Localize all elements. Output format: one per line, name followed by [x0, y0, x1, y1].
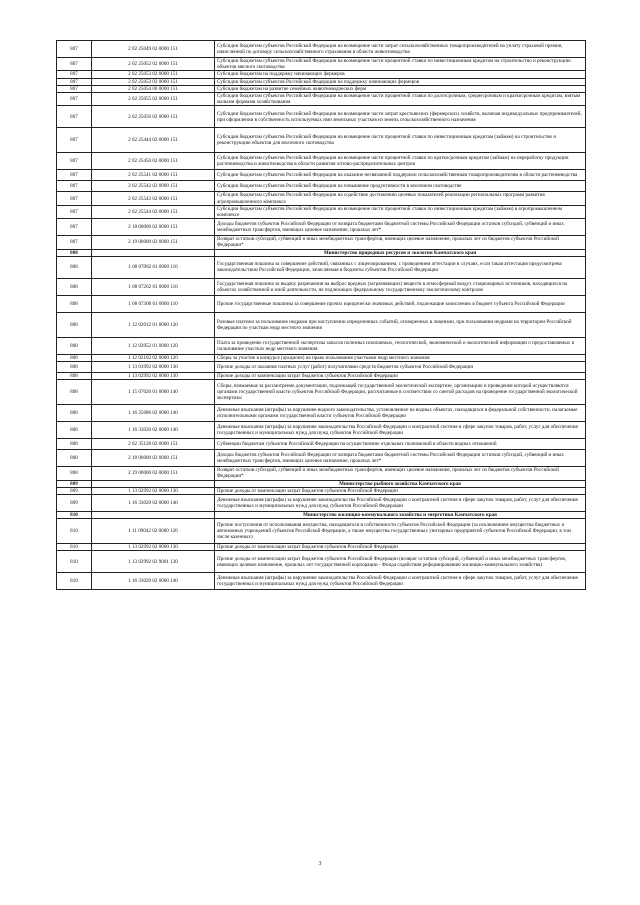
revenue-code-cell: 2 18 00000 02 0000 151: [92, 219, 215, 236]
description-cell: Министерство жилищно-коммунального хозяйства и энергетики Камчатского края: [215, 512, 586, 519]
admin-code-cell: 807: [57, 71, 92, 78]
admin-code-cell: 808: [57, 354, 92, 361]
table-row: [57, 519, 586, 544]
description-cell: Субсидии бюджетам на поддержку начинающих фермеров: [215, 71, 586, 78]
admin-code-cell: 808: [57, 467, 92, 480]
admin-code-cell: 808: [57, 450, 92, 467]
description-cell: Доходы бюджетов субъектов Российской Федерации от возврата бюджетами бюджетной системы Российской Федерации остатков субсидий, субвенций и иных межбюджетных трансфертов, имеющих целевое назначение, прошлых лет*: [215, 450, 586, 467]
description-cell: Прочие государственные пошлины за совершение прочих юридически значимых действий, подлежащие зачислению в бюджет субъекта Российской Федерации: [215, 295, 586, 312]
admin-code-cell: 807: [57, 106, 92, 128]
description-cell: Сборы за участие в конкурсе (аукционе) на право пользования участками недр местного значения: [215, 354, 586, 361]
description-cell: Прочие поступления от использования имущества, находящегося в собственности субъектов Российской Федерации (за исключением имущества бюджетных и автономных учреждений субъектов Российской Федерации, а также имущества государственных унитарных предприятий субъектов Российской Федерации, в том числе казенных): [215, 519, 586, 544]
table-row: [57, 373, 586, 380]
description-cell: Субвенции бюджетам субъектов Российской Федерации на осуществление отдельных полномочий в области водных отношений: [215, 439, 586, 450]
description-cell: Государственная пошлина за выдачу разрешения на выброс вредных (загрязняющих) веществ в атмосферный воздух стационарных источников, находящихся на объектах хозяйственной и иной деятельности, не подлежащих федеральному государственному экологическому контролю: [215, 278, 586, 295]
table-row: [57, 278, 586, 295]
revenue-code-cell: 1 15 07020 01 0000 140: [92, 380, 215, 405]
revenue-code-cell: 2 19 00000 02 0000 151: [92, 467, 215, 480]
admin-code-cell: 810: [57, 519, 92, 544]
revenue-code-cell: 2 02 25542 02 0000 151: [92, 181, 215, 192]
description-cell: Субсидии бюджетам субъектов Российской Федерации на оказание несвязанной поддержки сельскохозяйственным товаропроизводителям в области растениеводства: [215, 170, 586, 181]
description-cell: Субсидии бюджетам субъектов Российской Федерации на возмещение части процентной ставки по инвестиционным кредитам (займам) в агропромышленном комплексе: [215, 205, 586, 218]
table-row: [57, 487, 586, 494]
section-header-row: [57, 480, 586, 487]
table-row: [57, 354, 586, 361]
admin-code-cell: 809: [57, 487, 92, 494]
table-row: [57, 380, 586, 405]
description-cell: Сборы, взимаемые за рассмотрение документации, подлежащей государственной экологической экспертизе, организацию и проведение которой осуществляются органами государственной власти субъектов Российской Федерации, рассчитанные в соответствии со сметой расходов на проведение государственной экологической экспертизы: [215, 380, 586, 405]
description-cell: Субсидии бюджетам субъектов Российской Федерации на повышение продуктивности в молочном скотоводстве: [215, 181, 586, 192]
admin-code-cell: 808: [57, 278, 92, 295]
admin-code-cell: 807: [57, 181, 92, 192]
revenue-code-cell: 1 13 02992 02 0000 130: [92, 487, 215, 494]
revenue-code-cell: 1 08 07082 01 0000 110: [92, 256, 215, 278]
revenue-code-cell: 2 02 25056 02 0000 151: [92, 106, 215, 128]
admin-code-cell: 807: [57, 192, 92, 205]
revenue-code-cell: 1 16 33020 02 0000 140: [92, 422, 215, 439]
admin-code-cell: 807: [57, 41, 92, 58]
admin-code-cell: 807: [57, 93, 92, 106]
description-cell: Субсидии бюджетам субъектов Российской Федерации на возмещение части процентной ставки по инвестиционным кредитам (займам) на строительство и реконструкцию объектов для молочного скотоводства: [215, 128, 586, 153]
revenue-code-cell: 2 19 00000 02 0000 151: [92, 236, 215, 249]
table-row: [57, 422, 586, 439]
revenue-code-cell: 2 02 25053 02 0000 151: [92, 71, 215, 78]
table-row: [57, 236, 586, 249]
admin-code-cell: 808: [57, 295, 92, 312]
description-cell: Субсидии бюджетам субъектов Российской Федерации на возмещение части затрат крестьянских (фермерских) хозяйств, включая индивидуальных предпринимателей, при оформлении в собственность используемых ими земельных участков из земель сельскохозяйственного назначения: [215, 106, 586, 128]
revenue-code-cell: 1 16 33020 02 0000 140: [92, 495, 215, 512]
admin-code-cell: 810: [57, 551, 92, 573]
revenue-code-cell: 2 02 25544 02 0000 151: [92, 205, 215, 218]
revenue-code-cell: [92, 512, 215, 519]
table-row: [57, 71, 586, 78]
description-cell: Субсидии бюджетам субъектов Российской Федерации на возмещение части процентной ставки по краткосрочным кредитам (займам) на переработку продукции растениеводства и животноводства в области развития оптово-распределительных центров: [215, 153, 586, 170]
document-page: [56, 40, 586, 590]
description-cell: Денежные взыскания (штрафы) за нарушение законодательства Российской Федерации о контрактной системе в сфере закупок товаров, работ, услуг для обеспечения государственных и муниципальных нужд для нужд субъектов Российской Федерации: [215, 422, 586, 439]
revenue-code-cell: 2 02 25053 02 0000 151: [92, 78, 215, 85]
admin-code-cell: 808: [57, 373, 92, 380]
admin-code-cell: 808: [57, 422, 92, 439]
description-cell: Прочие доходы от оказания платных услуг (работ) получателями средств бюджетов субъектов Российской Федерации: [215, 362, 586, 373]
table-row: [57, 256, 586, 278]
table-row: [57, 467, 586, 480]
admin-code-cell: 808: [57, 405, 92, 422]
revenue-code-cell: 1 16 33020 02 0000 140: [92, 573, 215, 590]
admin-code-cell: 808: [57, 439, 92, 450]
description-cell: Прочие доходы от компенсации затрат бюджетов субъектов Российской Федерации: [215, 373, 586, 380]
table-row: [57, 128, 586, 153]
revenue-code-cell: 2 02 25541 02 0000 151: [92, 170, 215, 181]
description-cell: Денежные взыскания (штрафы) за нарушение законодательства Российской Федерации о контрактной системе в сфере закупок товаров, работ, услуг для обеспечения государственных и муниципальных нужд для нужд субъектов Российской Федерации: [215, 495, 586, 512]
admin-code-cell: 808: [57, 337, 92, 354]
revenue-code-cell: 1 13 02992 02 9001 130: [92, 551, 215, 573]
admin-code-cell: 807: [57, 85, 92, 92]
table-row: [57, 450, 586, 467]
admin-code-cell: 808: [57, 256, 92, 278]
admin-code-cell: 808: [57, 380, 92, 405]
revenue-code-cell: 2 02 25055 02 0000 151: [92, 93, 215, 106]
description-cell: Министерство природных ресурсов и экологии Камчатского края: [215, 249, 586, 256]
revenue-code-cell: 1 13 02992 02 0000 130: [92, 373, 215, 380]
description-cell: Субсидии бюджетам субъектов Российской Федерации на возмещение части процентной ставки по инвестиционным кредитам на строительство и реконструкцию объектов мясного скотоводства: [215, 58, 586, 71]
description-cell: Субсидии бюджетам субъектов Российской Федерации на поддержку начинающих фермеров: [215, 78, 586, 85]
revenue-code-cell: 2 02 25052 02 0000 151: [92, 58, 215, 71]
revenue-code-cell: 2 02 25450 02 0000 151: [92, 153, 215, 170]
description-cell: Прочие доходы от компенсации затрат бюджетов субъектов Российской Федерации: [215, 487, 586, 494]
table-row: [57, 106, 586, 128]
table-row: [57, 170, 586, 181]
revenue-code-cell: 2 02 25049 02 0000 151: [92, 41, 215, 58]
admin-code-cell: 807: [57, 236, 92, 249]
description-cell: Плата за проведение государственной экспертизы запасов полезных ископаемых, геологической, экономической и экологической информации о предоставляемых в пользование участках недр местного значения: [215, 337, 586, 354]
revenue-code-cell: [92, 249, 215, 256]
admin-code-cell: 807: [57, 205, 92, 218]
table-row: [57, 544, 586, 551]
revenue-code-cell: 1 08 07300 01 0000 110: [92, 295, 215, 312]
admin-code-cell: 807: [57, 128, 92, 153]
table-row: [57, 58, 586, 71]
section-header-row: [57, 249, 586, 256]
description-cell: Субсидии бюджетам субъектов Российской Федерации на возмещение части затрат сельскохозяйственных товаропроизводителей на уплату страховой премии, начисленной по договору сельскохозяйственного страхования в области животноводства: [215, 41, 586, 58]
table-row: [57, 495, 586, 512]
admin-code-cell: 809: [57, 480, 92, 487]
table-row: [57, 405, 586, 422]
table-row: [57, 93, 586, 106]
description-cell: Прочие доходы от компенсации затрат бюджетов субъектов Российской Федерации (возврат остатков субсидий, субвенций и иных межбюджетных трансфертов, имеющих целевое назначение, прошлых лет государственной корпорации - Фонда содействия реформированию жилищно-коммунального хозяйства): [215, 551, 586, 573]
description-cell: Возврат остатков субсидий, субвенций и иных межбюджетных трансфертов, имеющих целевое назначение, прошлых лет из бюджетов субъектов Российской Федерации*: [215, 467, 586, 480]
revenue-code-cell: 1 12 02102 02 0000 120: [92, 354, 215, 361]
table-row: [57, 153, 586, 170]
table-row: [57, 219, 586, 236]
revenue-code-cell: 2 18 00000 02 0000 151: [92, 450, 215, 467]
admin-code-cell: 807: [57, 219, 92, 236]
table-row: [57, 337, 586, 354]
description-cell: Разовые платежи за пользование недрами при наступлении определенных событий, оговоренных в лицензии, при пользовании недрами на территории Российской Федерации по участкам недр местного значения: [215, 312, 586, 337]
revenue-code-cell: [92, 480, 215, 487]
revenue-code-cell: 1 13 01992 02 0000 130: [92, 362, 215, 373]
revenue-code-cell: 1 08 07262 01 0000 110: [92, 278, 215, 295]
admin-code-cell: 810: [57, 512, 92, 519]
table-row: [57, 312, 586, 337]
admin-code-cell: 809: [57, 495, 92, 512]
admin-code-cell: 810: [57, 573, 92, 590]
revenue-codes-table: [56, 40, 586, 590]
admin-code-cell: 808: [57, 249, 92, 256]
admin-code-cell: 807: [57, 78, 92, 85]
description-cell: Денежные взыскания (штрафы) за нарушение законодательства Российской Федерации о контрактной системе в сфере закупок товаров, работ, услуг для обеспечения государственных и муниципальных нужд для нужд субъектов Российской Федерации: [215, 573, 586, 590]
description-cell: Субсидии бюджетам субъектов Российской Федерации на возмещение части процентной ставки по долгосрочным, среднесрочным и краткосрочным кредитам, взятым малыми формами хозяйствования: [215, 93, 586, 106]
revenue-code-cell: 1 12 02012 01 0000 120: [92, 312, 215, 337]
description-cell: Субсидии бюджетам на развитие семейных животноводческих ферм: [215, 85, 586, 92]
description-cell: Субсидии бюджетам субъектов Российской Федерации на содействие достижению целевых показателей реализации региональных программ развития агропромышленного комплекса: [215, 192, 586, 205]
table-row: [57, 181, 586, 192]
admin-code-cell: 807: [57, 153, 92, 170]
description-cell: Государственная пошлина за совершение действий, связанных с лицензированием, с проведением аттестации в случаях, если такая аттестация предусмотрена законодательством Российской Федерации, зачисляемая в бюджеты субъектов Российской Федерации: [215, 256, 586, 278]
admin-code-cell: 808: [57, 312, 92, 337]
table-row: [57, 295, 586, 312]
table-row: [57, 573, 586, 590]
revenue-code-cell: 2 02 25444 02 0000 151: [92, 128, 215, 153]
table-row: [57, 41, 586, 58]
admin-code-cell: 807: [57, 58, 92, 71]
table-row: [57, 205, 586, 218]
revenue-code-cell: 1 13 02992 02 0000 130: [92, 544, 215, 551]
table-row: [57, 362, 586, 373]
description-cell: Денежные взыскания (штрафы) за нарушение водного законодательства, установленное на водных объектах, находящихся в федеральной собственности, налагаемые исполнительными органами государственной власти субъектов Российской Федерации: [215, 405, 586, 422]
table-row: [57, 85, 586, 92]
description-cell: Министерство рыбного хозяйства Камчатского края: [215, 480, 586, 487]
revenue-code-cell: 1 12 02052 01 0000 120: [92, 337, 215, 354]
revenue-code-cell: 1 11 09042 02 0000 120: [92, 519, 215, 544]
admin-code-cell: 808: [57, 362, 92, 373]
revenue-code-cell: 2 02 35128 02 0000 151: [92, 439, 215, 450]
revenue-code-cell: 1 16 25086 02 0000 140: [92, 405, 215, 422]
description-cell: Возврат остатков субсидий, субвенций и иных межбюджетных трансфертов, имеющих целевое назначение, прошлых лет из бюджетов субъектов Российской Федерации*: [215, 236, 586, 249]
description-cell: Прочие доходы от компенсации затрат бюджетов субъектов Российской Федерации: [215, 544, 586, 551]
table-row: [57, 551, 586, 573]
table-row: [57, 78, 586, 85]
admin-code-cell: 807: [57, 170, 92, 181]
page-number: 3: [318, 861, 322, 867]
revenue-code-cell: 2 02 25543 02 0000 151: [92, 192, 215, 205]
revenue-code-cell: 2 02 25054 00 0000 151: [92, 85, 215, 92]
section-header-row: [57, 512, 586, 519]
table-row: [57, 439, 586, 450]
admin-code-cell: 810: [57, 544, 92, 551]
description-cell: Доходы бюджетов субъектов Российской Федерации от возврата бюджетами бюджетной системы Российской Федерации остатков субсидий, субвенций и иных межбюджетных трансфертов, имеющих целевое назначение, прошлых лет*: [215, 219, 586, 236]
table-row: [57, 192, 586, 205]
